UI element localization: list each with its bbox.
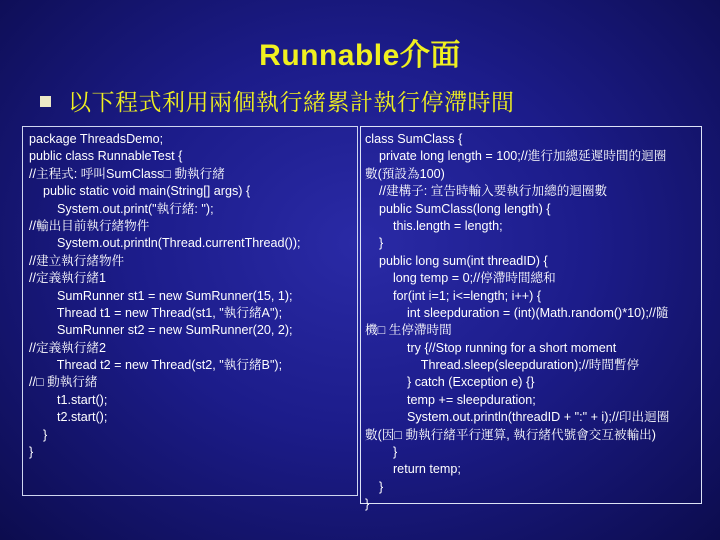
- code-line: 機□ 生停滯時間: [365, 323, 452, 338]
- code-line: SumRunner st2 = new SumRunner(20, 2);: [29, 323, 293, 338]
- code-line: Thread t1 = new Thread(st1, "執行緒A");: [29, 305, 283, 320]
- code-line: //□ 動執行緒: [29, 375, 98, 390]
- code-line: this.length = length;: [365, 218, 503, 233]
- code-line: //建構子: 宣告時輸入要執行加總的迴圈數: [365, 184, 608, 199]
- code-line: package ThreadsDemo;: [29, 132, 164, 146]
- code-line: Thread t2 = new Thread(st2, "執行緒B");: [29, 358, 283, 373]
- code-line: //定義執行緒2: [29, 340, 106, 355]
- code-line: System.out.print("執行緒: ");: [29, 201, 214, 216]
- code-line: } catch (Exception e) {}: [365, 375, 535, 390]
- code-line: t1.start();: [29, 392, 108, 407]
- square-bullet-icon: [40, 96, 51, 107]
- code-line: System.out.println(Thread.currentThread());: [29, 236, 301, 251]
- code-line: }: [365, 497, 370, 512]
- bullet-text: 以下程式利用兩個執行緒累計執行停滯時間: [68, 88, 515, 115]
- code-line: int sleepduration = (int)(Math.random()*10);//隨: [365, 305, 669, 320]
- code-line: System.out.println(threadID + ":" + i);//印出迴圈: [365, 410, 670, 425]
- code-line: long temp = 0;//停滯時間總和: [365, 271, 556, 286]
- code-line: }: [365, 479, 384, 494]
- code-line: private long length = 100;//進行加總延遲時間的迴圈: [365, 149, 667, 164]
- code-line: }: [29, 445, 34, 460]
- code-line: t2.start();: [29, 410, 108, 425]
- code-line: //主程式: 呼叫SumClass□ 動執行緒: [29, 166, 225, 181]
- code-line: public static void main(String[] args) {: [29, 184, 251, 199]
- code-line: //輸出目前執行緒物件: [29, 218, 150, 233]
- code-line: public SumClass(long length) {: [365, 201, 551, 216]
- code-line: //建立執行緒物件: [29, 253, 125, 268]
- code-panel-left: [22, 126, 358, 496]
- code-line: class SumClass {: [365, 132, 463, 146]
- code-line: Thread.sleep(sleepduration);//時間暫停: [365, 358, 640, 373]
- code-line: for(int i=1; i<=length; i++) {: [365, 288, 542, 303]
- code-line: try {//Stop running for a short moment: [365, 340, 617, 355]
- bullet-item: [40, 84, 515, 116]
- code-line: public class RunnableTest {: [29, 149, 183, 164]
- code-line: }: [365, 445, 398, 460]
- code-line: return temp;: [365, 462, 461, 477]
- code-line: 數(因□ 動執行緒平行運算, 執行緒代號會交互被輸出): [365, 427, 656, 442]
- code-line: 數(預設為100): [365, 166, 445, 181]
- code-line: //定義執行緒1: [29, 271, 106, 286]
- code-panel-right: [360, 126, 702, 512]
- code-line: public long sum(int threadID) {: [365, 253, 548, 268]
- code-line: SumRunner st1 = new SumRunner(15, 1);: [29, 288, 293, 303]
- slide-title: Runnable介面: [259, 39, 461, 72]
- code-line: }: [29, 427, 48, 442]
- code-line: temp += sleepduration;: [365, 392, 536, 407]
- code-line: }: [365, 236, 384, 251]
